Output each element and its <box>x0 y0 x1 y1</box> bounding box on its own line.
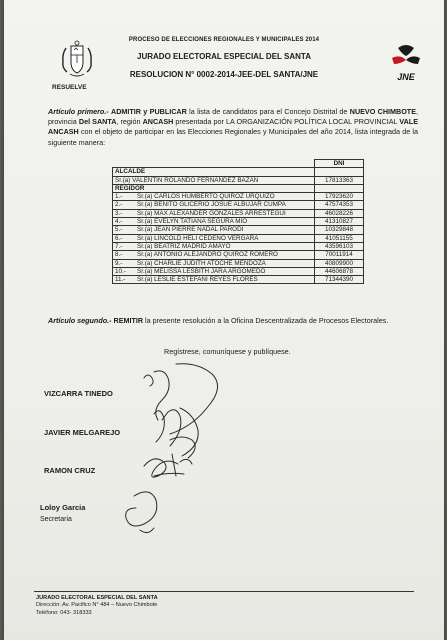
article-one-verb: ADMITIR y PUBLICAR <box>111 107 187 116</box>
article-two: Artículo segundo.- REMITIR la presente resolución a la Oficina Descentralizada de Procesos Electorales. <box>48 316 389 325</box>
court-title: JURADO ELECTORAL ESPECIAL DEL SANTA <box>137 52 311 61</box>
mayor-dni: 17813363 <box>315 176 364 184</box>
resuelve-label: RESUELVE <box>52 84 87 91</box>
article-two-lead: Artículo segundo.- <box>48 316 112 325</box>
table-row: 5.- Sr.(a) JEAN PIERRE NADAL PARODI 10329848 <box>113 226 364 234</box>
footer-institution: JURADO ELECTORAL ESPECIAL DEL SANTA <box>36 595 158 601</box>
article-two-verb: REMITIR <box>113 316 144 325</box>
table-row: 10.- Sr.(a) MELISSA LESBITH JARA ARGOMEDO 44606878 <box>113 267 364 275</box>
signatory-three: RAMON CRUZ <box>44 466 96 475</box>
footer-address: Dirección: Av. Pacifico N° 484 – Nuevo Chimbote <box>36 602 158 609</box>
signature-four <box>126 492 157 533</box>
table-row: 2.- Sr.(a) BENITO GLICERIO JOSUE ALBUJAR CUMPA 47574353 <box>113 201 364 209</box>
mayor-section-label: ALCALDE <box>113 168 315 176</box>
jne-logo-text: JNE <box>397 72 415 82</box>
table-row: 6.- Sr.(a) LINCOLD HELI CEDEÑO VERGARA 41051155 <box>113 234 364 242</box>
handwritten-signatures <box>4 0 444 640</box>
footer-divider <box>34 591 414 592</box>
article-one: Artículo primero.- ADMITIR y PUBLICAR la lista de candidatos para el Concejo Distrital de NUEVO CHIMBOTE, provincia Del SANTA, región ANCASH presentada por LA ORGANIZACIÓN POLÍTICA LOCAL PROVINCIAL VALE ANCASH con el objeto de participar en las Elecciones Regionales y Municipales del año 2014, lista integrada de la siguiente manera: <box>48 107 418 147</box>
signature-three <box>144 454 192 477</box>
signatory-two: JAVIER MELGAREJO <box>44 428 121 437</box>
table-row: 1.- Sr.(a) CARLOS HUMBERTO QUIROZ URQUIZO 17923620 <box>113 193 364 201</box>
secretary-role: Secretaria <box>40 516 72 523</box>
signature-two <box>154 408 198 458</box>
resolution-number: RESOLUCION N° 0002-2014-JEE-DEL SANTA/JNE <box>129 70 319 79</box>
mayor-name: Sr.(a) VALENTIN ROLANDO FERNANDEZ BAZAN <box>113 176 315 184</box>
dni-header: DNI <box>315 160 364 168</box>
footer <box>36 595 158 617</box>
table-row: 11.- Sr.(a) LESLIE ESTEFANI REYES FLORES 71344390 <box>113 276 364 284</box>
article-one-lead: Artículo primero.- <box>48 107 109 116</box>
signatory-one: VIZCARRA TINEDO <box>44 389 113 398</box>
table-row: 7.- Sr.(a) BEATRIZ MADRID AMAYO 43596103 <box>113 242 364 250</box>
table-row: 8.- Sr.(a) ANTONIO ALEJANDRO QUIROZ ROMERO 70011914 <box>113 251 364 259</box>
closing-formula: Regístrese, comuníquese y publíquese. <box>164 347 291 356</box>
table-row: 9.- Sr.(a) CHARLIE JUDITH ATOCHE MENDOZA 40809900 <box>113 259 364 267</box>
table-row: 4.- Sr.(a) EVELYN TATIANA SEGURA MIO 41310827 <box>113 218 364 226</box>
footer-phone: Teléfono: 043- 318333 <box>36 609 92 616</box>
signatory-secretary: Loloy Garcia <box>40 503 86 512</box>
document-page <box>4 0 444 640</box>
process-heading: PROCESO DE ELECCIONES REGIONALES Y MUNICIPALES 2014 <box>128 37 320 43</box>
table-row: 3.- Sr.(a) MAX ALEXANDER GONZALES ARRESTEGUI 46028226 <box>113 209 364 217</box>
council-section-label: REGIDOR <box>113 184 315 192</box>
